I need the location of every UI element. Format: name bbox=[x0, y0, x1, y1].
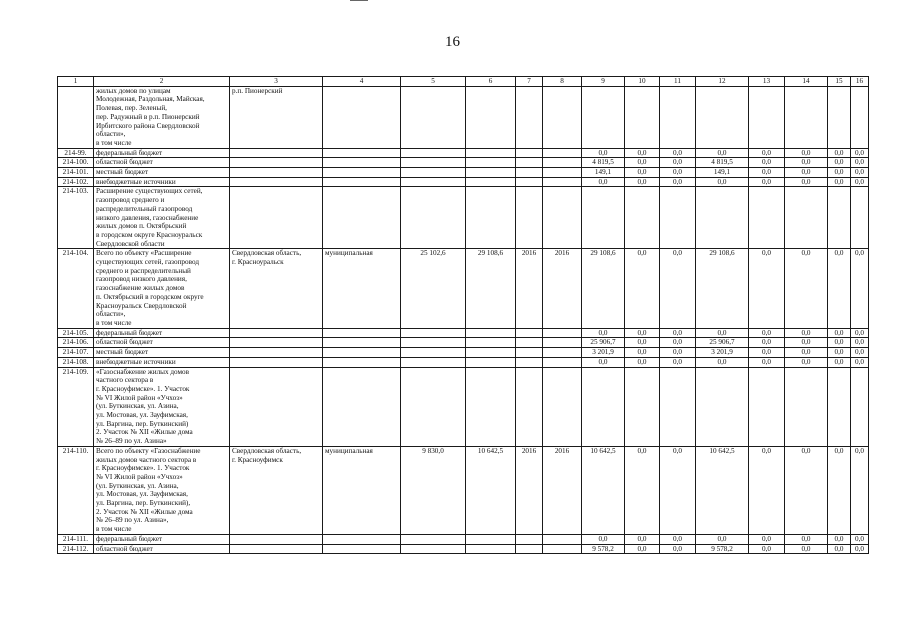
value-cell: 0,0 bbox=[828, 348, 851, 358]
value-cell: 0,0 bbox=[582, 328, 625, 338]
value-cell bbox=[582, 367, 625, 446]
value-cell: 0,0 bbox=[660, 148, 696, 158]
value-cell bbox=[516, 158, 543, 168]
location-cell bbox=[230, 338, 323, 348]
value-cell bbox=[401, 86, 466, 148]
row-number: 214-111. bbox=[58, 534, 94, 544]
row-description: федеральный бюджет bbox=[94, 328, 230, 338]
value-cell: 0,0 bbox=[851, 446, 869, 534]
value-cell: 0,0 bbox=[828, 534, 851, 544]
value-cell bbox=[401, 187, 466, 249]
ownership-cell bbox=[323, 168, 401, 178]
value-cell: 0,0 bbox=[749, 348, 785, 358]
value-cell: 0,0 bbox=[851, 168, 869, 178]
value-cell: 0,0 bbox=[625, 357, 660, 367]
value-cell: 0,0 bbox=[785, 534, 828, 544]
value-cell bbox=[401, 348, 466, 358]
ownership-cell bbox=[323, 177, 401, 187]
ownership-cell bbox=[323, 148, 401, 158]
column-header: 6 bbox=[466, 77, 516, 87]
value-cell bbox=[749, 187, 785, 249]
value-cell bbox=[625, 187, 660, 249]
value-cell: 0,0 bbox=[785, 348, 828, 358]
value-cell: 2016 bbox=[516, 249, 543, 328]
value-cell: 29 108,6 bbox=[696, 249, 749, 328]
value-cell bbox=[543, 338, 582, 348]
table-row bbox=[58, 187, 869, 249]
value-cell bbox=[516, 168, 543, 178]
row-number: 214-107. bbox=[58, 348, 94, 358]
row-description: Расширение существующих сетей, газопровод среднего и распределительный газопровод низкого давления, газоснабжение жилых домов п. Октябрьский в городском округе Красноуральск Свердловской области bbox=[94, 187, 230, 249]
value-cell bbox=[516, 367, 543, 446]
value-cell: 0,0 bbox=[785, 249, 828, 328]
table-body bbox=[58, 77, 869, 554]
value-cell: 0,0 bbox=[828, 148, 851, 158]
value-cell: 0,0 bbox=[828, 249, 851, 328]
value-cell: 9 578,2 bbox=[582, 544, 625, 554]
value-cell: 0,0 bbox=[625, 446, 660, 534]
table-row bbox=[58, 168, 869, 178]
value-cell: 0,0 bbox=[749, 338, 785, 348]
value-cell: 2016 bbox=[543, 446, 582, 534]
location-cell bbox=[230, 148, 323, 158]
row-description: Всего по объекту «Расширение существующих сетей, газопровод среднего и распределительный газопровод низкого давления, газоснабжение жилых домов п. Октябрьский в городском округе Красноуральск Свердловской области», в том числе bbox=[94, 249, 230, 328]
location-cell: Свердловская область, г. Красноуральск bbox=[230, 249, 323, 328]
value-cell: 0,0 bbox=[696, 177, 749, 187]
value-cell: 0,0 bbox=[660, 328, 696, 338]
value-cell bbox=[401, 158, 466, 168]
value-cell: 149,1 bbox=[582, 168, 625, 178]
column-header: 14 bbox=[785, 77, 828, 87]
column-header: 13 bbox=[749, 77, 785, 87]
value-cell bbox=[516, 187, 543, 249]
value-cell: 9 830,0 bbox=[401, 446, 466, 534]
value-cell: 0,0 bbox=[660, 249, 696, 328]
value-cell bbox=[466, 177, 516, 187]
ownership-cell: муниципальная bbox=[323, 446, 401, 534]
table-row bbox=[58, 328, 869, 338]
value-cell: 10 642,5 bbox=[466, 446, 516, 534]
value-cell bbox=[785, 86, 828, 148]
value-cell bbox=[516, 86, 543, 148]
value-cell: 0,0 bbox=[851, 534, 869, 544]
value-cell: 0,0 bbox=[828, 177, 851, 187]
value-cell: 0,0 bbox=[785, 148, 828, 158]
column-header: 10 bbox=[625, 77, 660, 87]
value-cell bbox=[851, 187, 869, 249]
value-cell bbox=[543, 187, 582, 249]
value-cell bbox=[660, 86, 696, 148]
value-cell: 0,0 bbox=[625, 328, 660, 338]
column-header: 12 bbox=[696, 77, 749, 87]
value-cell bbox=[625, 86, 660, 148]
value-cell bbox=[543, 357, 582, 367]
value-cell: 0,0 bbox=[851, 177, 869, 187]
value-cell: 10 642,5 bbox=[696, 446, 749, 534]
ownership-cell: муниципальная bbox=[323, 249, 401, 328]
row-description: федеральный бюджет bbox=[94, 534, 230, 544]
row-description: областной бюджет bbox=[94, 158, 230, 168]
value-cell: 0,0 bbox=[785, 357, 828, 367]
value-cell bbox=[543, 158, 582, 168]
ownership-cell bbox=[323, 338, 401, 348]
value-cell: 0,0 bbox=[749, 148, 785, 158]
value-cell bbox=[543, 544, 582, 554]
column-header: 7 bbox=[516, 77, 543, 87]
value-cell bbox=[401, 534, 466, 544]
location-cell bbox=[230, 544, 323, 554]
value-cell: 0,0 bbox=[696, 328, 749, 338]
value-cell bbox=[466, 348, 516, 358]
value-cell: 25 906,7 bbox=[696, 338, 749, 348]
value-cell: 0,0 bbox=[828, 168, 851, 178]
ownership-cell bbox=[323, 534, 401, 544]
value-cell: 0,0 bbox=[785, 328, 828, 338]
value-cell bbox=[466, 187, 516, 249]
ownership-cell bbox=[323, 357, 401, 367]
value-cell: 0,0 bbox=[785, 544, 828, 554]
value-cell: 29 108,6 bbox=[582, 249, 625, 328]
value-cell: 0,0 bbox=[851, 158, 869, 168]
row-description: местный бюджет bbox=[94, 168, 230, 178]
location-cell bbox=[230, 357, 323, 367]
column-header: 8 bbox=[543, 77, 582, 87]
value-cell bbox=[466, 148, 516, 158]
value-cell bbox=[543, 148, 582, 158]
budget-table bbox=[57, 76, 869, 554]
value-cell: 0,0 bbox=[749, 177, 785, 187]
value-cell bbox=[543, 168, 582, 178]
value-cell bbox=[516, 534, 543, 544]
value-cell: 0,0 bbox=[749, 446, 785, 534]
location-cell: р.п. Пионерский bbox=[230, 86, 323, 148]
ownership-cell bbox=[323, 158, 401, 168]
value-cell bbox=[401, 357, 466, 367]
value-cell: 0,0 bbox=[660, 348, 696, 358]
column-header: 3 bbox=[230, 77, 323, 87]
value-cell: 0,0 bbox=[749, 544, 785, 554]
value-cell bbox=[516, 544, 543, 554]
value-cell: 0,0 bbox=[625, 534, 660, 544]
value-cell: 0,0 bbox=[785, 158, 828, 168]
value-cell: 0,0 bbox=[660, 158, 696, 168]
row-number: 214-109. bbox=[58, 367, 94, 446]
value-cell: 0,0 bbox=[851, 328, 869, 338]
value-cell: 0,0 bbox=[785, 177, 828, 187]
column-header: 11 bbox=[660, 77, 696, 87]
value-cell: 0,0 bbox=[625, 249, 660, 328]
value-cell bbox=[401, 177, 466, 187]
value-cell: 149,1 bbox=[696, 168, 749, 178]
ownership-cell bbox=[323, 348, 401, 358]
location-cell bbox=[230, 177, 323, 187]
row-number: 214-100. bbox=[58, 158, 94, 168]
row-description: федеральный бюджет bbox=[94, 148, 230, 158]
row-number: 214-103. bbox=[58, 187, 94, 249]
table-row bbox=[58, 338, 869, 348]
location-cell bbox=[230, 534, 323, 544]
value-cell: 25 906,7 bbox=[582, 338, 625, 348]
value-cell: 0,0 bbox=[749, 158, 785, 168]
column-header: 1 bbox=[58, 77, 94, 87]
value-cell: 0,0 bbox=[749, 249, 785, 328]
header-row bbox=[58, 77, 869, 87]
value-cell: 0,0 bbox=[625, 158, 660, 168]
location-cell bbox=[230, 348, 323, 358]
value-cell: 0,0 bbox=[582, 177, 625, 187]
value-cell: 0,0 bbox=[625, 544, 660, 554]
value-cell: 0,0 bbox=[851, 338, 869, 348]
value-cell bbox=[543, 328, 582, 338]
value-cell: 0,0 bbox=[828, 357, 851, 367]
value-cell: 0,0 bbox=[785, 168, 828, 178]
row-number: 214-110. bbox=[58, 446, 94, 534]
value-cell bbox=[516, 177, 543, 187]
value-cell bbox=[785, 187, 828, 249]
value-cell bbox=[516, 348, 543, 358]
value-cell bbox=[785, 367, 828, 446]
ownership-cell bbox=[323, 187, 401, 249]
row-description: местный бюджет bbox=[94, 348, 230, 358]
value-cell bbox=[625, 367, 660, 446]
ownership-cell bbox=[323, 328, 401, 338]
value-cell bbox=[543, 86, 582, 148]
value-cell: 0,0 bbox=[625, 168, 660, 178]
value-cell: 29 108,6 bbox=[466, 249, 516, 328]
value-cell: 0,0 bbox=[851, 357, 869, 367]
value-cell bbox=[582, 187, 625, 249]
value-cell bbox=[543, 348, 582, 358]
table-row bbox=[58, 249, 869, 328]
value-cell: 0,0 bbox=[828, 338, 851, 348]
location-cell bbox=[230, 328, 323, 338]
table-row bbox=[58, 446, 869, 534]
row-description: внебюджетные источники bbox=[94, 177, 230, 187]
value-cell bbox=[696, 367, 749, 446]
value-cell bbox=[401, 168, 466, 178]
row-description: «Газоснабжение жилых домов частного сектора в г. Красноуфимске». 1. Участок № VI Жилой район «Учхоз» (ул. Буткинская, ул. Азина, ул. Мостовая, ул. Зауфимская, ул. Варгина, пер. Буткинский) 2. Участок № XII «Жилые дома № 26–89 по ул. Азина» bbox=[94, 367, 230, 446]
table-row bbox=[58, 348, 869, 358]
value-cell: 0,0 bbox=[660, 534, 696, 544]
location-cell bbox=[230, 367, 323, 446]
row-description: областной бюджет bbox=[94, 544, 230, 554]
row-number: 214-108. bbox=[58, 357, 94, 367]
value-cell bbox=[749, 367, 785, 446]
value-cell bbox=[466, 357, 516, 367]
value-cell: 0,0 bbox=[749, 357, 785, 367]
value-cell: 2016 bbox=[543, 249, 582, 328]
value-cell bbox=[401, 328, 466, 338]
value-cell: 0,0 bbox=[660, 446, 696, 534]
value-cell bbox=[516, 328, 543, 338]
location-cell bbox=[230, 168, 323, 178]
value-cell: 0,0 bbox=[582, 357, 625, 367]
value-cell bbox=[696, 86, 749, 148]
value-cell bbox=[543, 177, 582, 187]
value-cell: 3 201,9 bbox=[582, 348, 625, 358]
value-cell bbox=[660, 187, 696, 249]
value-cell: 25 102,6 bbox=[401, 249, 466, 328]
row-description: внебюджетные источники bbox=[94, 357, 230, 367]
value-cell bbox=[516, 148, 543, 158]
value-cell bbox=[401, 148, 466, 158]
value-cell: 0,0 bbox=[828, 544, 851, 554]
value-cell bbox=[516, 338, 543, 348]
value-cell: 0,0 bbox=[696, 534, 749, 544]
value-cell: 0,0 bbox=[660, 177, 696, 187]
value-cell bbox=[466, 328, 516, 338]
value-cell: 0,0 bbox=[625, 348, 660, 358]
value-cell: 0,0 bbox=[828, 158, 851, 168]
value-cell: 0,0 bbox=[785, 338, 828, 348]
value-cell bbox=[466, 367, 516, 446]
table-row bbox=[58, 148, 869, 158]
value-cell: 4 819,5 bbox=[582, 158, 625, 168]
value-cell bbox=[466, 168, 516, 178]
column-header: 9 bbox=[582, 77, 625, 87]
value-cell: 4 819,5 bbox=[696, 158, 749, 168]
page-top-mark bbox=[350, 0, 368, 1]
location-cell: Свердловская область, г. Красноуфимск bbox=[230, 446, 323, 534]
row-number: 214-101. bbox=[58, 168, 94, 178]
value-cell: 0,0 bbox=[696, 148, 749, 158]
column-header: 15 bbox=[828, 77, 851, 87]
value-cell bbox=[401, 367, 466, 446]
row-description: областной бюджет bbox=[94, 338, 230, 348]
value-cell: 0,0 bbox=[660, 168, 696, 178]
row-number: 214-105. bbox=[58, 328, 94, 338]
table-row bbox=[58, 86, 869, 148]
value-cell bbox=[828, 367, 851, 446]
value-cell bbox=[466, 534, 516, 544]
row-number: 214-104. bbox=[58, 249, 94, 328]
ownership-cell bbox=[323, 544, 401, 554]
value-cell: 0,0 bbox=[828, 446, 851, 534]
ownership-cell bbox=[323, 86, 401, 148]
value-cell: 0,0 bbox=[660, 338, 696, 348]
table-row bbox=[58, 534, 869, 544]
value-cell: 0,0 bbox=[696, 357, 749, 367]
value-cell bbox=[828, 86, 851, 148]
row-number: 214-99. bbox=[58, 148, 94, 158]
value-cell bbox=[828, 187, 851, 249]
page-number: 16 bbox=[445, 34, 460, 50]
value-cell: 0,0 bbox=[625, 148, 660, 158]
column-header: 5 bbox=[401, 77, 466, 87]
table-row bbox=[58, 158, 869, 168]
table-row bbox=[58, 177, 869, 187]
column-header: 2 bbox=[94, 77, 230, 87]
value-cell: 3 201,9 bbox=[696, 348, 749, 358]
value-cell bbox=[696, 187, 749, 249]
value-cell bbox=[466, 338, 516, 348]
value-cell: 2016 bbox=[516, 446, 543, 534]
location-cell bbox=[230, 187, 323, 249]
column-header: 4 bbox=[323, 77, 401, 87]
value-cell: 10 642,5 bbox=[582, 446, 625, 534]
row-number: 214-112. bbox=[58, 544, 94, 554]
row-number bbox=[58, 86, 94, 148]
value-cell: 0,0 bbox=[582, 534, 625, 544]
value-cell: 0,0 bbox=[749, 168, 785, 178]
value-cell: 0,0 bbox=[785, 446, 828, 534]
value-cell bbox=[543, 367, 582, 446]
value-cell bbox=[401, 338, 466, 348]
value-cell bbox=[851, 367, 869, 446]
table-row bbox=[58, 357, 869, 367]
value-cell: 0,0 bbox=[749, 328, 785, 338]
table-row bbox=[58, 367, 869, 446]
value-cell: 0,0 bbox=[851, 544, 869, 554]
value-cell bbox=[543, 534, 582, 544]
value-cell: 0,0 bbox=[625, 177, 660, 187]
value-cell: 0,0 bbox=[828, 328, 851, 338]
value-cell bbox=[466, 544, 516, 554]
ownership-cell bbox=[323, 367, 401, 446]
value-cell: 0,0 bbox=[851, 148, 869, 158]
value-cell bbox=[851, 86, 869, 148]
row-description: жилых домов по улицам Молодежная, Раздольная, Майская, Полевая, пер. Зеленый, пер. Радужный в р.п. Пионерский Ирбитского района Свердловской области», в том числе bbox=[94, 86, 230, 148]
value-cell: 0,0 bbox=[851, 348, 869, 358]
value-cell bbox=[466, 158, 516, 168]
value-cell bbox=[582, 86, 625, 148]
value-cell bbox=[401, 544, 466, 554]
value-cell: 0,0 bbox=[625, 338, 660, 348]
table-row bbox=[58, 544, 869, 554]
location-cell bbox=[230, 158, 323, 168]
row-description: Всего по объекту «Газоснабжение жилых домов частного сектора в г. Красноуфимске». 1. Участок № VI Жилой район «Учхоз» (ул. Буткинская, ул. Азина, ул. Мостовая, ул. Зауфимская, ул. Варгина, пер. Буткинский), 2. Участок № XII «Жилые дома № 26–89 по ул. Азина», в том числе bbox=[94, 446, 230, 534]
column-header: 16 bbox=[851, 77, 869, 87]
value-cell bbox=[660, 367, 696, 446]
value-cell: 0,0 bbox=[660, 357, 696, 367]
row-number: 214-102. bbox=[58, 177, 94, 187]
value-cell: 9 578,2 bbox=[696, 544, 749, 554]
value-cell: 0,0 bbox=[660, 544, 696, 554]
value-cell: 0,0 bbox=[582, 148, 625, 158]
value-cell bbox=[466, 86, 516, 148]
row-number: 214-106. bbox=[58, 338, 94, 348]
value-cell bbox=[749, 86, 785, 148]
value-cell: 0,0 bbox=[851, 249, 869, 328]
value-cell bbox=[516, 357, 543, 367]
value-cell: 0,0 bbox=[749, 534, 785, 544]
